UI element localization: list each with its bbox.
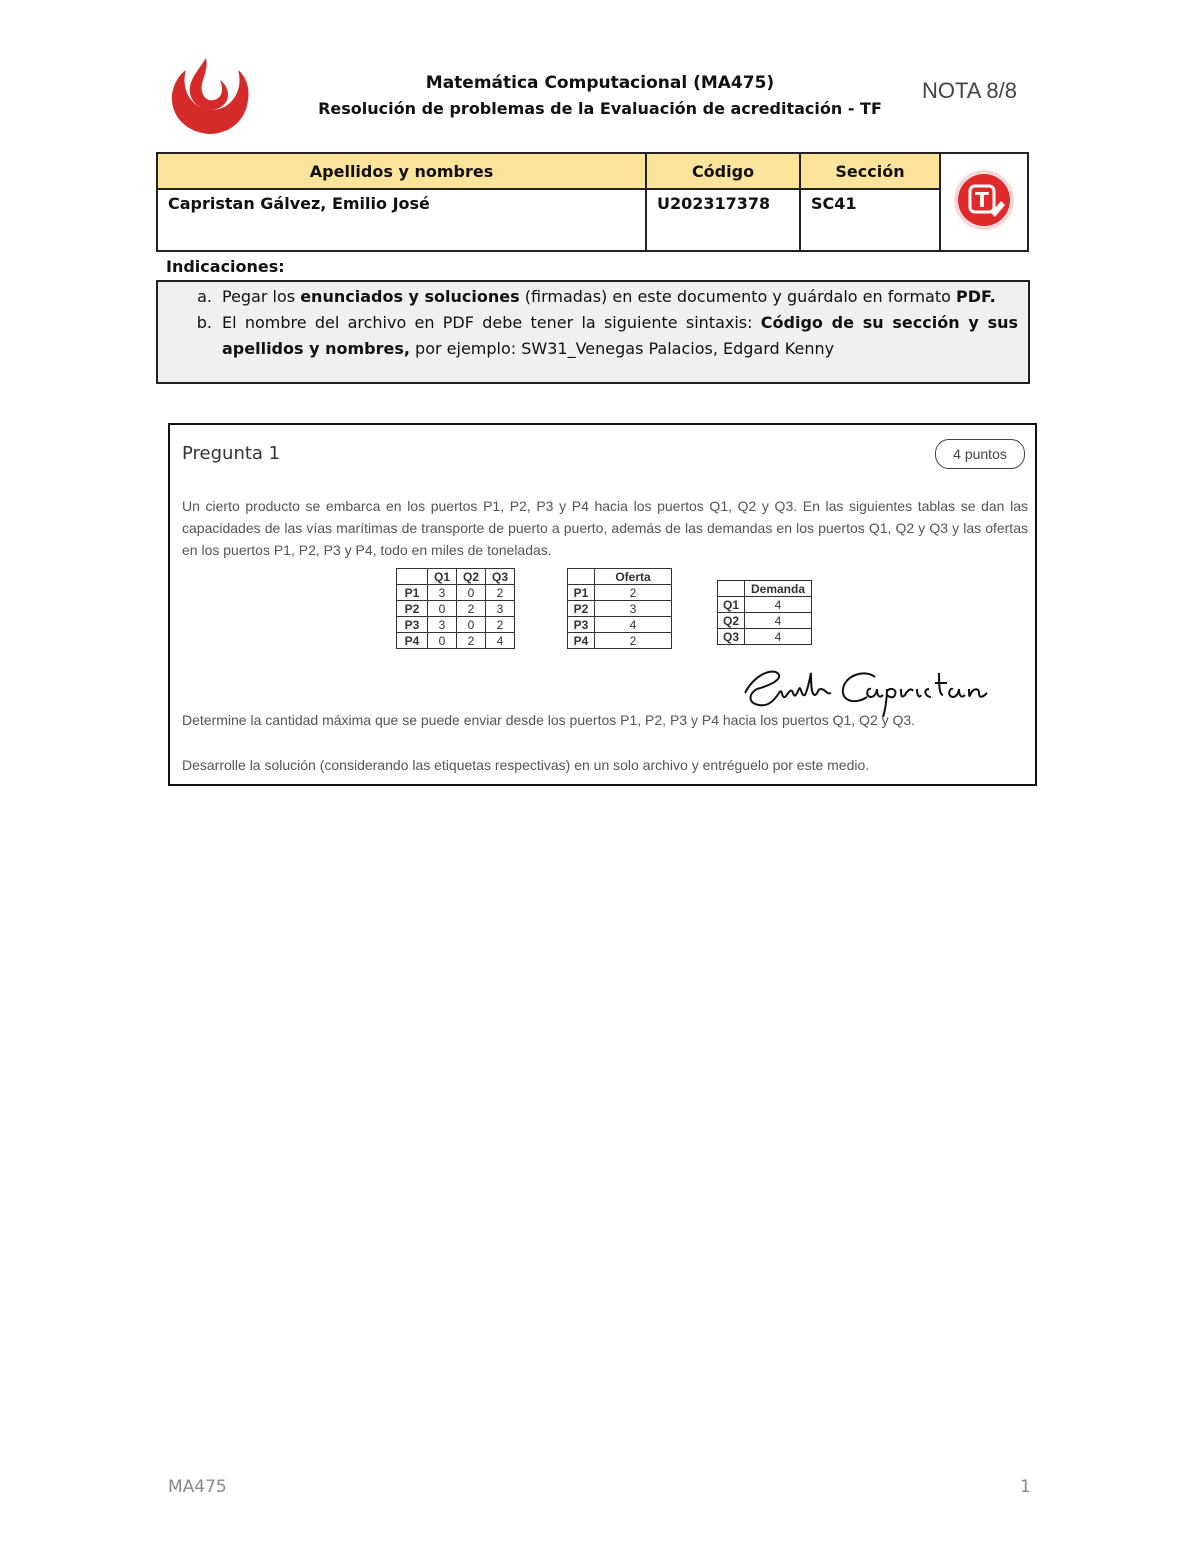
demand-corner (718, 581, 745, 597)
table-row (568, 585, 672, 601)
table-row (568, 633, 672, 649)
question-statement: Un cierto producto se embarca en los puertos P1, P2, P3 y P4 hacia los puertos Q1, Q2 y Q3. En las siguientes tablas se dan las capacidades de las vías marítimas de transporte de puerto a puerto, además de las demandas en los puertos Q1, Q2 y Q3 y las ofertas en los puertos P1, P2, P3 y P4, todo en miles de toneladas. (182, 498, 1028, 558)
offer-row-label: P4 (568, 633, 595, 649)
student-section: SC41 (800, 189, 940, 251)
capacity-header-q1: Q1 (428, 569, 457, 585)
indication-a-text-1: Pegar los (222, 287, 301, 306)
indication-a-marker: a. (197, 287, 212, 306)
handwritten-signature (735, 653, 995, 721)
capacity-header-q2: Q2 (457, 569, 486, 585)
capacity-row-label: P4 (397, 633, 428, 649)
indication-b-marker: b. (196, 313, 212, 332)
demand-row-label: Q2 (718, 613, 745, 629)
demand-row-label: Q1 (718, 597, 745, 613)
capacity-row-label: P1 (397, 585, 428, 601)
turnitin-cell (940, 153, 1028, 251)
footer-page-number: 1 (1020, 1477, 1031, 1497)
points-badge: 4 puntos (935, 439, 1025, 469)
question-instruction-1: Determine la cantidad máxima que se puede enviar desde los puertos P1, P2, P3 y P4 hacia los puertos Q1, Q2 y Q3. (182, 712, 916, 728)
offer-cell: 2 (595, 585, 672, 601)
indication-b (168, 310, 1018, 362)
demand-table (717, 580, 812, 645)
offer-cell: 3 (595, 601, 672, 617)
indication-a (168, 284, 1018, 310)
capacity-row-label: P2 (397, 601, 428, 617)
student-name: Capristan Gálvez, Emilio José (157, 189, 646, 251)
demand-cell: 4 (745, 597, 812, 613)
table-row (718, 629, 812, 645)
capacity-cell: 0 (428, 601, 457, 617)
table-row (397, 585, 515, 601)
capacity-cell: 2 (486, 585, 515, 601)
indication-a-bold-2: PDF. (956, 287, 996, 306)
svg-text:T: T (975, 188, 989, 212)
indication-b-bold-1: Código de su sección y sus apellidos y nombres, (222, 313, 1019, 358)
footer-course-code: MA475 (168, 1477, 227, 1497)
capacity-cell: 2 (486, 617, 515, 633)
question-title: Pregunta 1 (182, 443, 281, 464)
capacity-corner (397, 569, 428, 585)
table-row (568, 601, 672, 617)
offer-cell: 4 (595, 617, 672, 633)
indication-b-text-1: El nombre del archivo en PDF debe tener la siguiente sintaxis: (222, 313, 761, 332)
capacity-row-label: P3 (397, 617, 428, 633)
capacity-table (396, 568, 515, 649)
capacity-cell: 3 (428, 617, 457, 633)
table-row (397, 633, 515, 649)
capacity-cell: 0 (457, 585, 486, 601)
section-column-header: Sección (800, 153, 940, 189)
capacity-cell: 2 (457, 633, 486, 649)
grade-label: NOTA 8/8 (922, 78, 1017, 103)
code-column-header: Código (646, 153, 800, 189)
university-logo (166, 54, 252, 136)
indication-a-text-2: (firmadas) en este documento y guárdalo en formato (519, 287, 956, 306)
indications-label: Indicaciones: (166, 257, 285, 276)
question-instruction-2: Desarrolle la solución (considerando las etiquetas respectivas) en un solo archivo y entréguelo por este medio. (182, 757, 870, 773)
demand-header: Demanda (745, 581, 812, 597)
capacity-cell: 0 (457, 617, 486, 633)
table-row (568, 617, 672, 633)
capacity-cell: 4 (486, 633, 515, 649)
capacity-cell: 2 (457, 601, 486, 617)
demand-cell: 4 (745, 613, 812, 629)
offer-corner (568, 569, 595, 585)
indication-a-bold-1: enunciados y soluciones (300, 287, 520, 306)
turnitin-icon (951, 167, 1017, 233)
demand-cell: 4 (745, 629, 812, 645)
offer-cell: 2 (595, 633, 672, 649)
capacity-cell: 0 (428, 633, 457, 649)
course-title: Matemática Computacional (MA475) (425, 73, 775, 93)
table-row (397, 601, 515, 617)
indication-b-text-2: por ejemplo: SW31_Venegas Palacios, Edgard Kenny (409, 339, 835, 358)
capacity-cell: 3 (486, 601, 515, 617)
question-box (168, 423, 1037, 786)
offer-row-label: P2 (568, 601, 595, 617)
table-row (718, 613, 812, 629)
student-code: U202317378 (646, 189, 800, 251)
capacity-header-q3: Q3 (486, 569, 515, 585)
offer-header: Oferta (595, 569, 672, 585)
demand-row-label: Q3 (718, 629, 745, 645)
offer-row-label: P1 (568, 585, 595, 601)
evaluation-subtitle: Resolución de problemas de la Evaluación de acreditación - TF (318, 99, 882, 118)
indications-box (156, 280, 1030, 384)
name-column-header: Apellidos y nombres (157, 153, 646, 189)
capacity-cell: 3 (428, 585, 457, 601)
offer-table (567, 568, 672, 649)
offer-row-label: P3 (568, 617, 595, 633)
table-row (397, 617, 515, 633)
student-info-table (156, 152, 1029, 252)
table-row (718, 597, 812, 613)
